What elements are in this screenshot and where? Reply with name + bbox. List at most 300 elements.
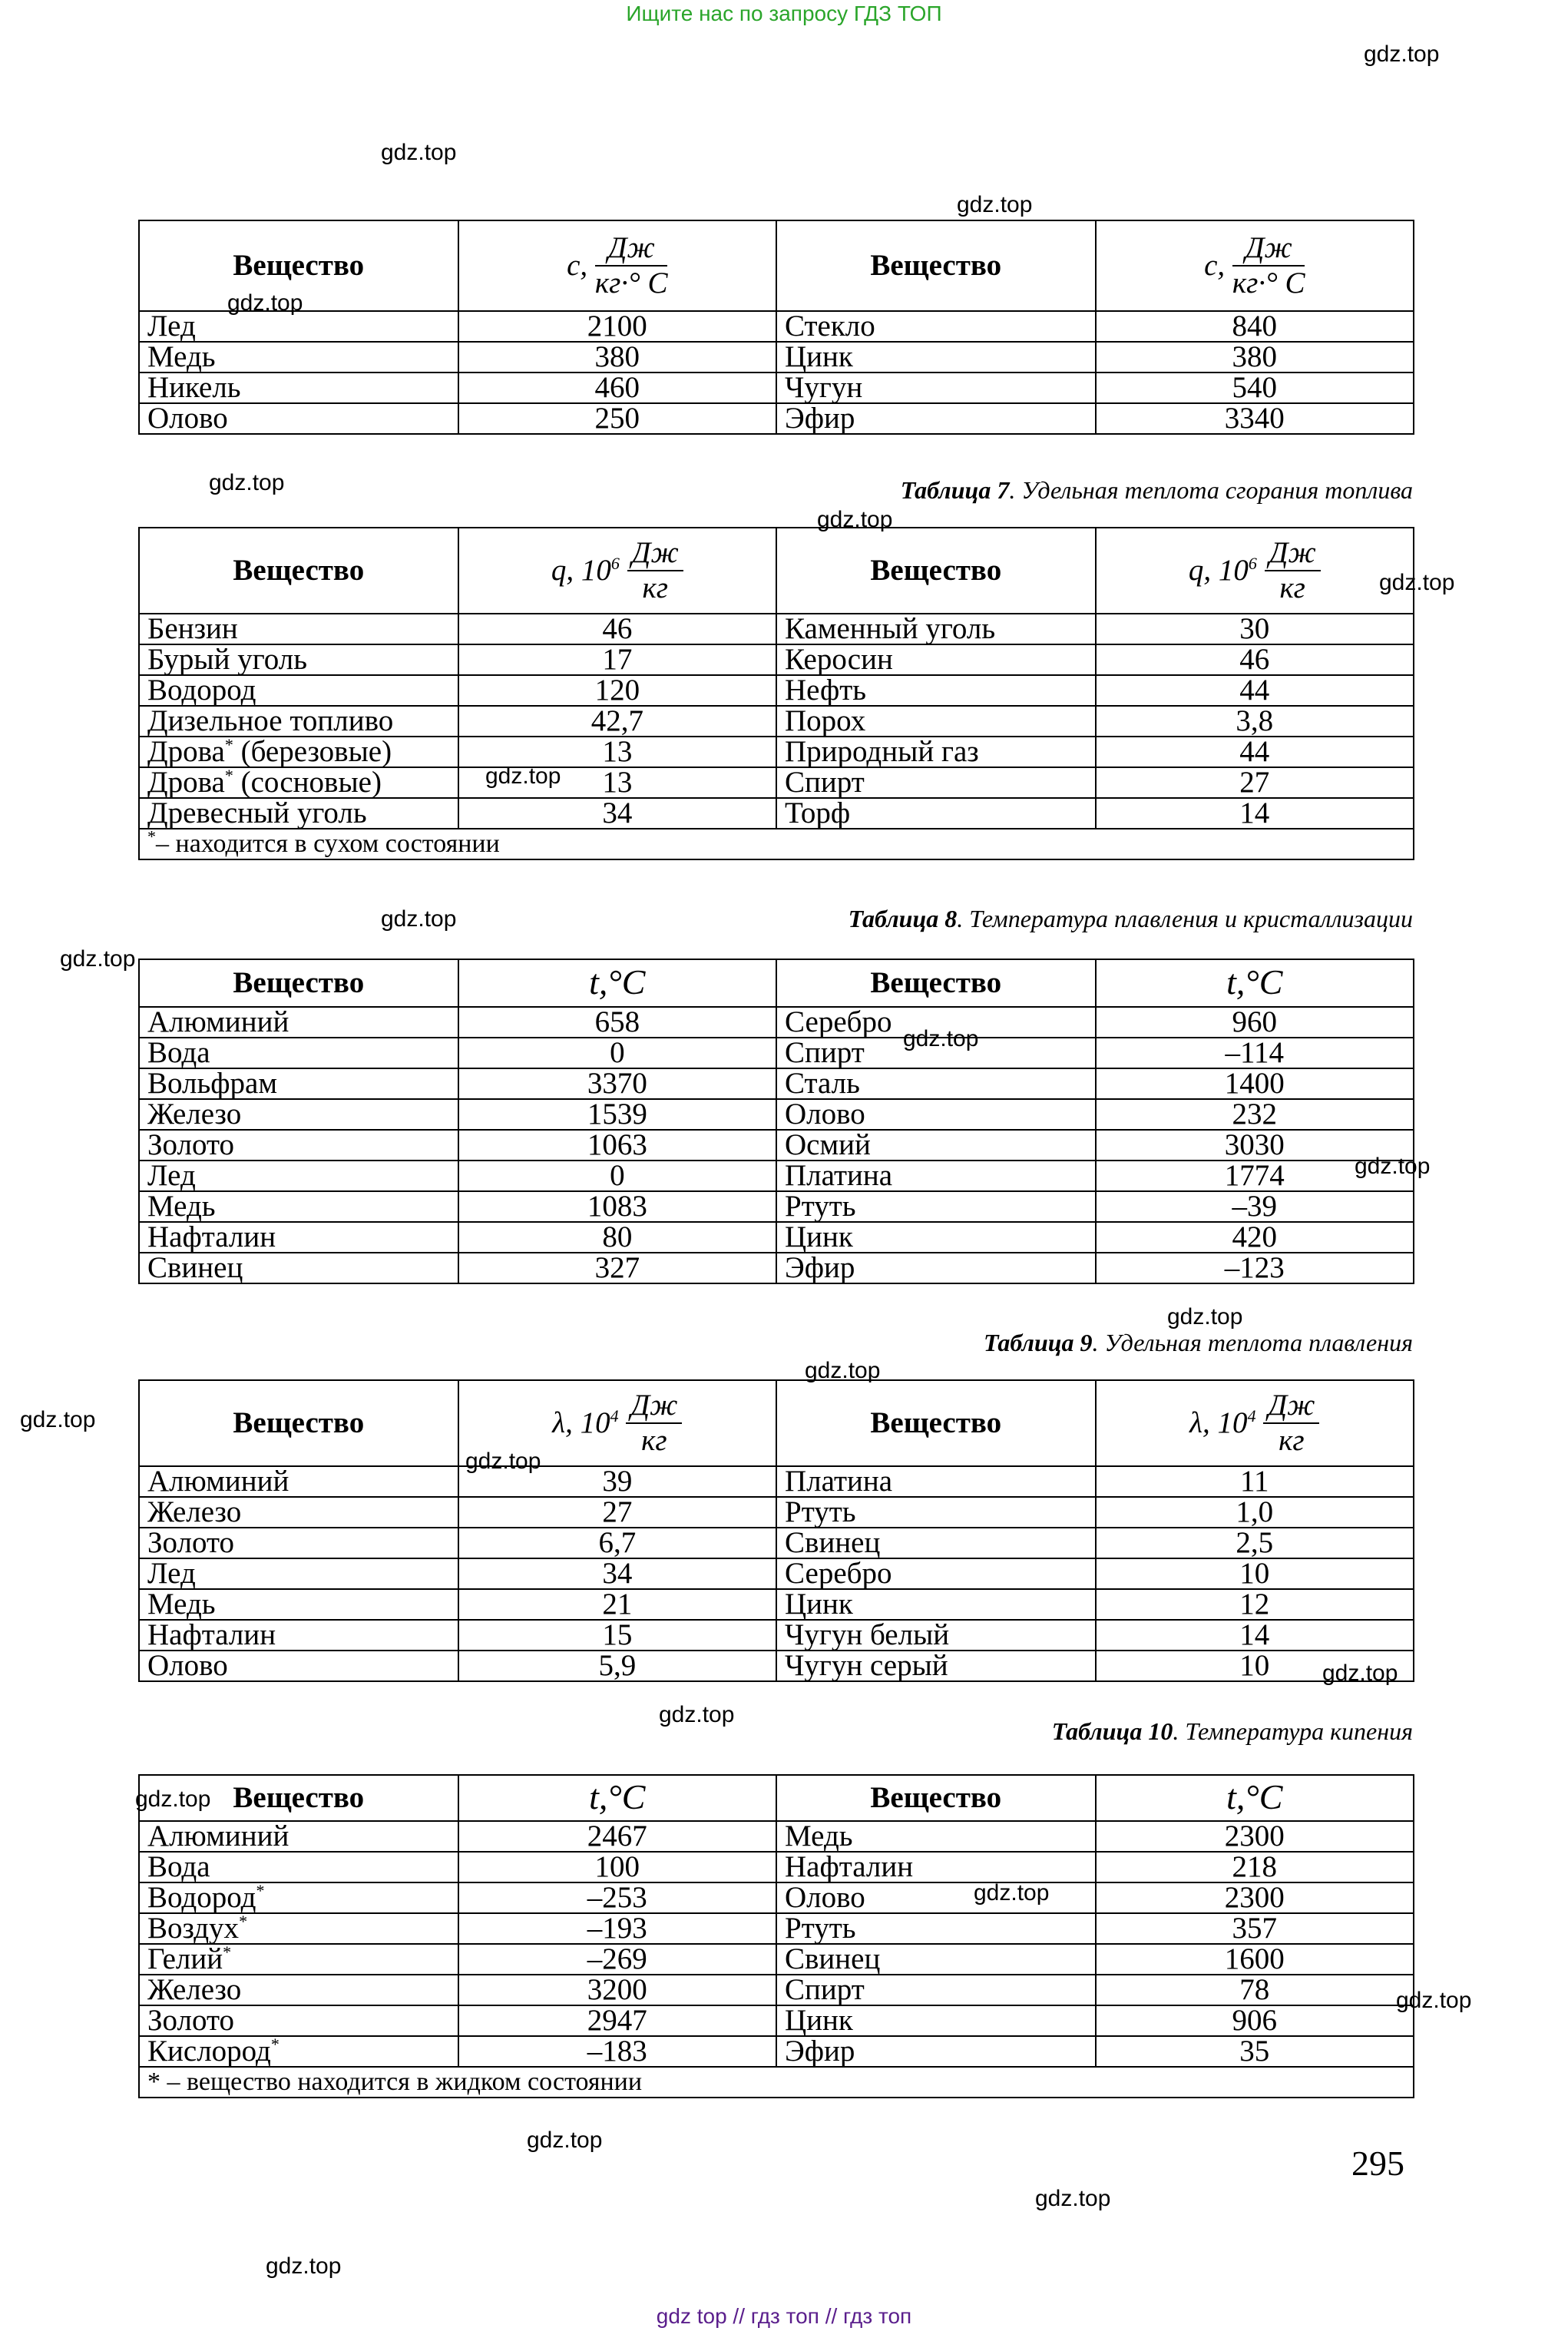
substance-cell: Нефть (776, 675, 1096, 706)
substance-cell (139, 737, 458, 767)
substance-cell (139, 1975, 458, 2005)
watermark: gdz.top (381, 140, 457, 165)
substance-cell: Эфир (776, 1253, 1096, 1283)
substance-cell: Спирт (776, 1038, 1096, 1068)
watermark: gdz.top (805, 1358, 881, 1383)
footnote-marker: * (224, 735, 233, 754)
unit-denominator: кг (641, 1424, 667, 1457)
watermark: gdz.top (659, 1702, 735, 1727)
watermark: gdz.top (1379, 570, 1455, 595)
caption-text: . Температура кипения (1173, 1717, 1413, 1745)
value-cell: 44 (1096, 737, 1414, 767)
value-cell: 380 (1096, 342, 1414, 373)
value-cell: 0 (458, 1161, 776, 1191)
watermark: gdz.top (209, 470, 285, 495)
watermark: gdz.top (266, 2253, 342, 2279)
watermark: gdz.top (1396, 1988, 1472, 2013)
value-cell: 1600 (1096, 1944, 1414, 1975)
value-cell: 1774 (1096, 1161, 1414, 1191)
unit-numerator: Дж (626, 1389, 682, 1424)
value-cell: 2300 (1096, 1882, 1414, 1913)
substance-cell: Цинк (776, 1222, 1096, 1253)
unit-exponent: 6 (1248, 554, 1257, 573)
value-cell: 34 (458, 798, 776, 829)
value-cell: 2,5 (1096, 1528, 1414, 1558)
unit-symbol-text: λ, 10 (1189, 1406, 1248, 1439)
unit-label: t,°C (589, 962, 646, 1002)
watermark: gdz.top (381, 906, 457, 932)
unit-numerator: Дж (595, 231, 668, 267)
substance-cell: Алюминий (139, 1466, 458, 1497)
watermark: gdz.top (974, 1880, 1050, 1906)
watermark: gdz.top (485, 763, 561, 789)
value-cell: 1400 (1096, 1068, 1414, 1099)
value-cell: 960 (1096, 1007, 1414, 1038)
table-row (139, 767, 1414, 798)
watermark: gdz.top (465, 1449, 541, 1474)
table-8-caption (849, 905, 1413, 933)
table-row (139, 1944, 1414, 1975)
column-header-specific-heat (458, 220, 776, 311)
substance-cell: Цинк (776, 342, 1096, 373)
substance-cell: Алюминий (139, 1007, 458, 1038)
value-cell: 13 (458, 737, 776, 767)
caption-text: . Удельная теплота плавления (1092, 1329, 1413, 1356)
substance-cell: Медь (139, 342, 458, 373)
substance-cell: Олово (776, 1099, 1096, 1130)
substance-cell (139, 1882, 458, 1913)
value-cell: 2100 (458, 311, 776, 342)
substance-cell: Олово (139, 1651, 458, 1681)
value-cell: 44 (1096, 675, 1414, 706)
unit-denominator: кг (1279, 571, 1305, 604)
substance-cell: Золото (139, 1130, 458, 1161)
column-header-substance: Вещество (776, 959, 1096, 1007)
table-row (139, 706, 1414, 737)
table-10-caption (1052, 1717, 1413, 1746)
unit-denominator: кг·° С (1232, 267, 1305, 300)
substance-name: Бурый уголь (147, 643, 308, 676)
value-cell: 5,9 (458, 1651, 776, 1681)
unit-fraction (595, 231, 668, 300)
column-header-temperature (1096, 959, 1414, 1007)
value-cell: 357 (1096, 1913, 1414, 1944)
table-row (139, 1191, 1414, 1222)
footnote-marker: * (223, 1942, 232, 1962)
unit-label: t,°C (1226, 1776, 1283, 1816)
unit-symbol (552, 1406, 618, 1439)
watermark: gdz.top (60, 946, 136, 972)
substance-cell (139, 1913, 458, 1944)
substance-cell: Платина (776, 1466, 1096, 1497)
table-row (139, 1852, 1414, 1882)
table-row (139, 1497, 1414, 1528)
substance-cell: Торф (776, 798, 1096, 829)
unit-fraction (627, 536, 683, 605)
substance-cell: Стекло (776, 311, 1096, 342)
substance-cell: Чугун (776, 373, 1096, 403)
value-cell: 34 (458, 1558, 776, 1589)
column-header-specific-heat (1096, 220, 1414, 311)
value-cell: 3200 (458, 1975, 776, 2005)
unit-numerator: Дж (1263, 1389, 1319, 1424)
watermark: gdz.top (135, 1786, 211, 1812)
substance-cell: Платина (776, 1161, 1096, 1191)
substance-cell: Ртуть (776, 1191, 1096, 1222)
value-cell: 17 (458, 644, 776, 675)
watermark: gdz.top (1322, 1661, 1398, 1686)
unit-symbol: c, (1204, 249, 1226, 282)
value-cell: 10 (1096, 1558, 1414, 1589)
column-header-temperature (458, 959, 776, 1007)
value-cell: –183 (458, 2036, 776, 2067)
substance-cell: Железо (139, 1497, 458, 1528)
watermark: gdz.top (1355, 1154, 1431, 1179)
value-cell: 10 (1096, 1651, 1414, 1681)
substance-name: Дрова (147, 735, 225, 768)
value-cell: 100 (458, 1852, 776, 1882)
substance-name: Воздух (147, 1912, 240, 1945)
table-row (139, 1620, 1414, 1651)
caption-label: Таблица 10 (1051, 1717, 1173, 1745)
unit-denominator: кг (1279, 1424, 1305, 1457)
substance-cell: Осмий (776, 1130, 1096, 1161)
substance-cell: Спирт (776, 1975, 1096, 2005)
substance-cell: Свинец (776, 1944, 1096, 1975)
column-header-substance: Вещество (139, 1380, 458, 1466)
column-header-substance: Вещество (139, 959, 458, 1007)
combustion-heat-table (138, 527, 1414, 860)
unit-fraction (1265, 536, 1321, 605)
substance-cell: Сталь (776, 1068, 1096, 1099)
substance-name: Железо (147, 1973, 242, 2006)
substance-name: Вода (147, 1850, 210, 1883)
value-cell: 1063 (458, 1130, 776, 1161)
substance-cell: Цинк (776, 1589, 1096, 1620)
table-row (139, 1099, 1414, 1130)
value-cell: 250 (458, 403, 776, 434)
substance-cell: Вольфрам (139, 1068, 458, 1099)
value-cell: –123 (1096, 1253, 1414, 1283)
substance-cell: Нафталин (776, 1852, 1096, 1882)
value-cell: –114 (1096, 1038, 1414, 1068)
substance-name: Дрова (147, 766, 225, 799)
unit-fraction (1263, 1389, 1319, 1458)
substance-cell: Олово (139, 403, 458, 434)
column-header-fusion-heat (1096, 1380, 1414, 1466)
table-row (139, 614, 1414, 644)
unit-numerator: Дж (627, 536, 683, 571)
unit-numerator: Дж (1265, 536, 1321, 571)
caption-text: . Удельная теплота сгорания топлива (1009, 476, 1413, 504)
substance-cell: Золото (139, 1528, 458, 1558)
watermark: gdz.top (527, 2127, 603, 2153)
unit-label: t,°C (589, 1776, 646, 1816)
table-row (139, 373, 1414, 403)
watermark: gdz.top (1364, 41, 1440, 67)
footnote-marker: * (270, 2035, 280, 2054)
table-row (139, 798, 1414, 829)
table-row (139, 675, 1414, 706)
substance-name: Дизельное топливо (147, 704, 394, 737)
value-cell: 0 (458, 1038, 776, 1068)
substance-cell: Керосин (776, 644, 1096, 675)
column-header-temperature (1096, 1775, 1414, 1821)
value-cell: 1083 (458, 1191, 776, 1222)
substance-cell: Эфир (776, 403, 1096, 434)
unit-symbol (1189, 1406, 1255, 1439)
substance-name: Бензин (147, 612, 238, 645)
table-9-caption (984, 1329, 1413, 1357)
table-7-caption (901, 476, 1413, 505)
value-cell: 30 (1096, 614, 1414, 644)
value-cell: 232 (1096, 1099, 1414, 1130)
substance-cell (139, 2005, 458, 2036)
value-cell: 27 (458, 1497, 776, 1528)
unit-symbol (551, 554, 620, 587)
value-cell: –253 (458, 1882, 776, 1913)
watermark: gdz.top (1167, 1304, 1243, 1329)
substance-cell: Медь (139, 1191, 458, 1222)
substance-cell: Медь (139, 1589, 458, 1620)
value-cell: 3340 (1096, 403, 1414, 434)
unit-exponent: 4 (610, 1406, 619, 1425)
substance-note: (березовые) (233, 735, 392, 768)
unit-exponent: 6 (610, 554, 620, 573)
column-header-substance: Вещество (139, 220, 458, 311)
watermark: gdz.top (227, 290, 303, 316)
substance-cell (139, 1821, 458, 1852)
substance-cell: Нафталин (139, 1620, 458, 1651)
substance-cell: Олово (776, 1882, 1096, 1913)
table-row (139, 1651, 1414, 1681)
value-cell: –39 (1096, 1191, 1414, 1222)
substance-cell: Нафталин (139, 1222, 458, 1253)
value-cell: 3030 (1096, 1130, 1414, 1161)
caption-label: Таблица 8 (848, 905, 958, 932)
column-header-fusion-heat (458, 1380, 776, 1466)
value-cell: 2467 (458, 1821, 776, 1852)
table-row (139, 1882, 1414, 1913)
value-cell: 46 (1096, 644, 1414, 675)
substance-cell: Чугун серый (776, 1651, 1096, 1681)
table-row (139, 311, 1414, 342)
caption-text: . Температура плавления и кристаллизации (957, 905, 1413, 932)
value-cell: 1539 (458, 1099, 776, 1130)
specific-heat-table (138, 220, 1414, 435)
table-footnote: * – вещество находится в жидком состоянии (139, 2067, 1414, 2098)
substance-cell (139, 644, 458, 675)
substance-cell: Ртуть (776, 1497, 1096, 1528)
column-header-substance: Вещество (776, 1775, 1096, 1821)
value-cell: 420 (1096, 1222, 1414, 1253)
table-row (139, 2005, 1414, 2036)
table-row (139, 1975, 1414, 2005)
unit-symbol (1189, 554, 1257, 587)
substance-cell (139, 2036, 458, 2067)
unit-symbol-text: λ, 10 (552, 1406, 610, 1439)
top-banner[interactable]: Ищите нас по запросу ГДЗ ТОП (626, 2, 942, 25)
substance-cell: Каменный уголь (776, 614, 1096, 644)
substance-cell: Медь (776, 1821, 1096, 1852)
value-cell: 906 (1096, 2005, 1414, 2036)
substance-name: Водород (147, 674, 256, 707)
unit-symbol-text: q, 10 (551, 554, 611, 587)
value-cell: 80 (458, 1222, 776, 1253)
value-cell: 218 (1096, 1852, 1414, 1882)
value-cell: 12 (1096, 1589, 1414, 1620)
substance-cell: Лед (139, 1161, 458, 1191)
substance-cell: Лед (139, 311, 458, 342)
substance-cell: Порох (776, 706, 1096, 737)
value-cell: 540 (1096, 373, 1414, 403)
value-cell: 39 (458, 1466, 776, 1497)
substance-cell (139, 1944, 458, 1975)
substance-cell (139, 767, 458, 798)
value-cell: 120 (458, 675, 776, 706)
value-cell: 840 (1096, 311, 1414, 342)
substance-cell: Серебро (776, 1558, 1096, 1589)
caption-label: Таблица 9 (983, 1329, 1093, 1356)
value-cell: 11 (1096, 1466, 1414, 1497)
unit-exponent: 4 (1247, 1406, 1256, 1425)
footer-links[interactable]: gdz top // гдз топ // гдз топ (656, 2304, 912, 2328)
value-cell: 6,7 (458, 1528, 776, 1558)
watermark: gdz.top (20, 1407, 96, 1432)
table-row (139, 2036, 1414, 2067)
substance-cell: Чугун белый (776, 1620, 1096, 1651)
table-row (139, 1466, 1414, 1497)
substance-name: Алюминий (147, 1819, 289, 1853)
value-cell: 35 (1096, 2036, 1414, 2067)
value-cell: 2300 (1096, 1821, 1414, 1852)
column-header-combustion-heat (458, 528, 776, 614)
value-cell: –193 (458, 1913, 776, 1944)
substance-name: Древесный уголь (147, 796, 367, 829)
value-cell: 3,8 (1096, 706, 1414, 737)
column-header-substance: Вещество (139, 528, 458, 614)
substance-note: (сосновые) (233, 766, 382, 799)
substance-cell: Ртуть (776, 1913, 1096, 1944)
substance-cell: Вода (139, 1038, 458, 1068)
fusion-heat-table (138, 1379, 1414, 1682)
watermark: gdz.top (1035, 2186, 1111, 2211)
footnote-star: * (147, 826, 156, 846)
value-cell: 21 (458, 1589, 776, 1620)
substance-cell (139, 675, 458, 706)
table-row (139, 1130, 1414, 1161)
watermark: gdz.top (903, 1026, 979, 1051)
value-cell: 2947 (458, 2005, 776, 2036)
table-row (139, 1007, 1414, 1038)
column-header-substance: Вещество (776, 220, 1096, 311)
substance-name: Водород (147, 1881, 256, 1914)
table-row (139, 1222, 1414, 1253)
substance-cell (139, 1852, 458, 1882)
unit-denominator: кг·° С (594, 267, 668, 300)
table-row (139, 644, 1414, 675)
value-cell: 3370 (458, 1068, 776, 1099)
value-cell: 658 (458, 1007, 776, 1038)
value-cell: 46 (458, 614, 776, 644)
value-cell: 42,7 (458, 706, 776, 737)
value-cell: 78 (1096, 1975, 1414, 2005)
substance-cell: Лед (139, 1558, 458, 1589)
table-row (139, 1161, 1414, 1191)
substance-cell: Цинк (776, 2005, 1096, 2036)
substance-cell: Природный газ (776, 737, 1096, 767)
unit-fraction (626, 1389, 682, 1458)
table-row (139, 1038, 1414, 1068)
caption-label: Таблица 7 (900, 476, 1010, 504)
value-cell: 380 (458, 342, 776, 373)
column-header-temperature (458, 1775, 776, 1821)
value-cell: 14 (1096, 798, 1414, 829)
table-row (139, 403, 1414, 434)
unit-fraction (1232, 231, 1305, 300)
table-row (139, 1821, 1414, 1852)
table-row (139, 1558, 1414, 1589)
unit-denominator: кг (642, 571, 668, 604)
table-footnote (139, 826, 1414, 859)
watermark: gdz.top (957, 192, 1033, 217)
substance-cell (139, 798, 458, 829)
table-row (139, 342, 1414, 373)
footnote-marker: * (256, 1881, 265, 1900)
unit-label: t,°C (1226, 962, 1283, 1002)
substance-cell: Никель (139, 373, 458, 403)
substance-cell (139, 706, 458, 737)
unit-numerator: Дж (1232, 231, 1305, 267)
substance-name: Гелий (147, 1942, 223, 1975)
value-cell: 327 (458, 1253, 776, 1283)
value-cell: 27 (1096, 767, 1414, 798)
footnote-text: – находится в сухом состоянии (156, 829, 500, 858)
substance-cell: Спирт (776, 767, 1096, 798)
substance-cell: Свинец (139, 1253, 458, 1283)
substance-cell: Эфир (776, 2036, 1096, 2067)
value-cell: 13 (458, 767, 776, 798)
substance-name: Золото (147, 2004, 235, 2037)
value-cell: 1,0 (1096, 1497, 1414, 1528)
footnote-marker: * (239, 1912, 248, 1931)
substance-name: Кислород (147, 2035, 271, 2068)
unit-symbol-text: q, 10 (1188, 554, 1249, 587)
value-cell: 14 (1096, 1620, 1414, 1651)
boiling-point-table (138, 1774, 1414, 2098)
column-header-substance: Вещество (776, 1380, 1096, 1466)
column-header-combustion-heat (1096, 528, 1414, 614)
column-header-substance: Вещество (139, 1775, 458, 1821)
column-header-substance: Вещество (776, 528, 1096, 614)
footnote-marker: * (224, 766, 233, 785)
table-row (139, 1068, 1414, 1099)
table-row (139, 1913, 1414, 1944)
substance-cell: Свинец (776, 1528, 1096, 1558)
substance-cell: Железо (139, 1099, 458, 1130)
unit-symbol: c, (567, 249, 588, 282)
melting-point-table (138, 959, 1414, 1284)
value-cell: –269 (458, 1944, 776, 1975)
page-number: 295 (1351, 2144, 1404, 2183)
substance-cell (139, 614, 458, 644)
table-row (139, 737, 1414, 767)
table-row (139, 1589, 1414, 1620)
value-cell: 460 (458, 373, 776, 403)
watermark: gdz.top (817, 507, 893, 532)
substance-cell: Серебро (776, 1007, 1096, 1038)
value-cell: 15 (458, 1620, 776, 1651)
